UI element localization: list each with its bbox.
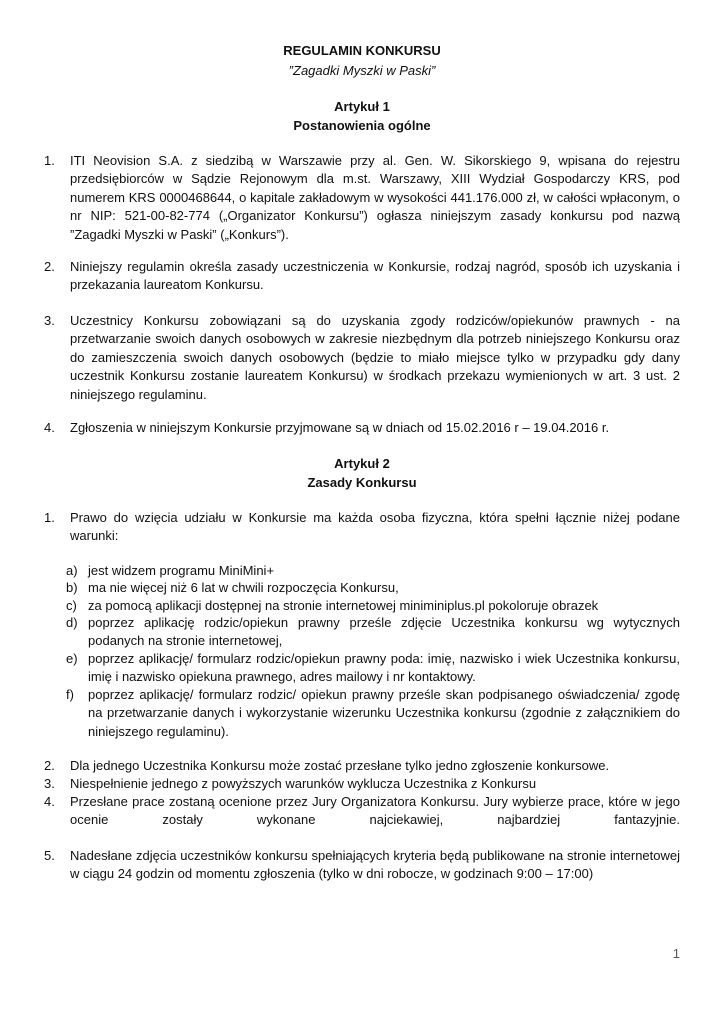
list-item-text: Uczestnicy Konkursu zobowiązani są do uzyskania zgody rodziców/opiekunów prawnych - na przetwarzanie swoich danych osobowych w zakresie niezbędnym dla potrzeb niniejszego Konkursu oraz do zamieszczenia swoich danych osobowych (będzie to miało miejsce tylko w przypadku gdy dany uczestnik Konkursu zostanie laureatem Konkursu) w środkach przekazu wymienionych w art. 3 ust. 2 niniejszego regulaminu. [70, 313, 680, 402]
document-title: REGULAMIN KONKURSU [283, 43, 441, 58]
list-number: 4. [44, 794, 55, 809]
condition-text: poprzez aplikację/ formularz rodzic/ opiekun prawny prześle skan podpisanego oświadczenia/ zgodę na przetwarzanie danych i wykorzystanie wizerunku Uczestnika konkursu (zgodnie z załącznikiem do niniejszego regulaminu). [88, 687, 680, 739]
condition-letter: e) [66, 651, 78, 666]
condition-letter: d) [66, 615, 78, 630]
list-number: 2. [44, 758, 55, 773]
list-item-text: Niniejszy regulamin określa zasady uczestniczenia w Konkursie, rodzaj nagród, sposób ich uzyskania i przekazania laureatom Konkursu. [70, 259, 680, 293]
list-number: 3. [44, 776, 55, 791]
list-number: 4. [44, 420, 55, 435]
list-item-text: Prawo do wzięcia udziału w Konkursie ma każda osoba fizyczna, która spełni łącznie niżej podane warunki: [70, 510, 680, 544]
list-item-text: ITI Neovision S.A. z siedzibą w Warszawie przy al. Gen. W. Sikorskiego 9, wpisana do rejestru przedsiębiorców w Sądzie Rejonowym dla m.st. Warszawy, XIII Wydział Gospodarczy KRS, pod numerem KRS 0000468644, o kapitale zakładowym w wysokości 441.176.000 zł, w całości wpłaconym, o nr NIP: 521-00-82-774 („Organizator Konkursu”) ogłasza niniejszym zasady konkursu pod nazwą ”Zagadki Myszki w Paski” („Konkurs”). [70, 153, 680, 242]
condition-letter: c) [66, 598, 77, 613]
list-item-text: Nadesłane zdjęcia uczestników konkursu spełniających kryteria będą publikowane na stronie internetowej w ciągu 24 godzin od momentu zgłoszenia (tylko w dni robocze, w godzinach 9:00 – 17:00) [70, 848, 680, 882]
list-number: 1. [44, 510, 55, 525]
condition-letter: b) [66, 580, 78, 595]
list-number: 5. [44, 848, 55, 863]
article-1-subheading: Postanowienia ogólne [293, 118, 431, 133]
list-number: 2. [44, 259, 55, 274]
article-2-subheading: Zasady Konkursu [307, 475, 417, 490]
condition-letter: a) [66, 563, 78, 578]
article-2-heading: Artykuł 2 [334, 456, 390, 471]
condition-text: poprzez aplikację rodzic/opiekun prawny prześle zdjęcie Uczestnika konkursu wg wytycznych podanych na stronie internetowej, [88, 615, 680, 649]
list-item-text: Niespełnienie jednego z powyższych warunków wyklucza Uczestnika z Konkursu [70, 776, 537, 791]
page-number: 1 [672, 946, 680, 961]
article-1-heading: Artykuł 1 [334, 99, 390, 114]
condition-text: jest widzem programu MiniMini+ [88, 563, 275, 578]
condition-text: za pomocą aplikacji dostępnej na stronie internetowej miniminiplus.pl pokoloruje obrazek [88, 598, 599, 613]
condition-letter: f) [66, 687, 74, 702]
list-item-text: Zgłoszenia w niniejszym Konkursie przyjmowane są w dniach od 15.02.2016 r – 19.04.2016 r. [70, 420, 610, 435]
list-item-text: Przesłane prace zostaną ocenione przez Jury Organizatora Konkursu. Jury wybierze prace, które w jego ocenie zostały wykonane najciekawiej, najbardziej fantazyjnie. [70, 794, 680, 828]
list-item-text: Dla jednego Uczestnika Konkursu może zostać przesłane tylko jedno zgłoszenie konkursowe. [70, 758, 610, 773]
condition-text: ma nie więcej niż 6 lat w chwili rozpoczęcia Konkursu, [88, 580, 399, 595]
condition-text: poprzez aplikację/ formularz rodzic/opiekun prawny poda: imię, nazwisko i wiek Uczestnika konkursu, imię i nazwisko opiekuna prawnego, adres mailowy i nr kontaktowy. [88, 651, 680, 685]
document-subtitle: ”Zagadki Myszki w Paski” [288, 63, 436, 78]
list-number: 1. [44, 153, 55, 168]
list-number: 3. [44, 313, 55, 328]
